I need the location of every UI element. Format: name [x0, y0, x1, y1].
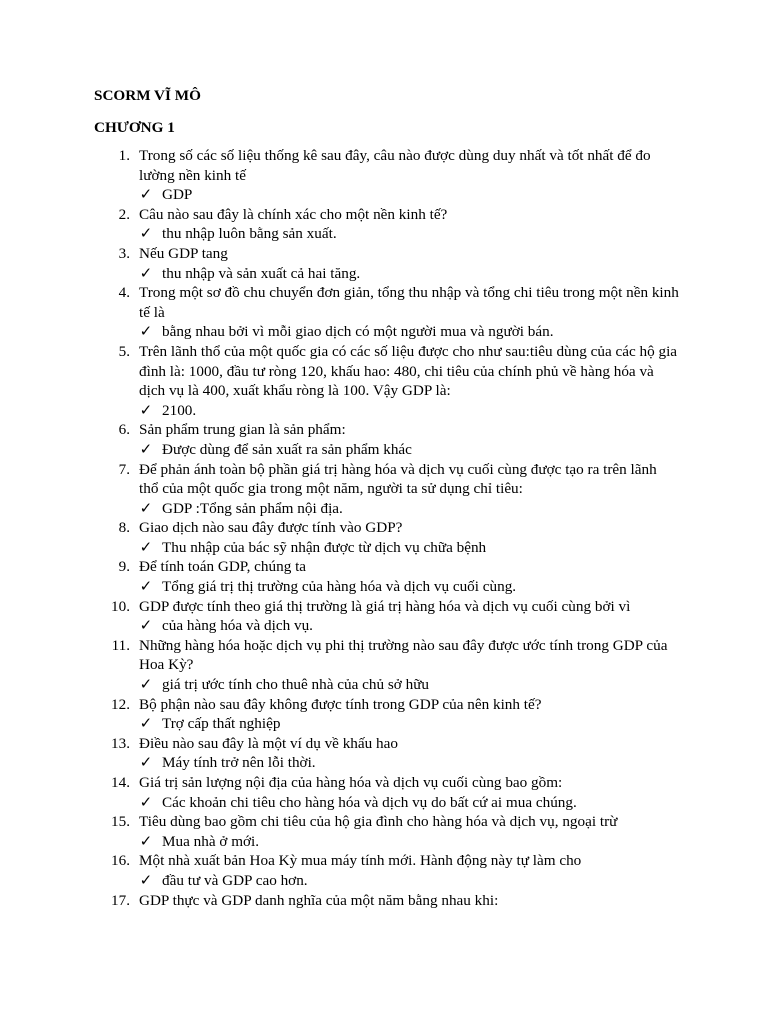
answer-text: 2100.: [162, 401, 197, 419]
checkmark-icon: ✓: [139, 871, 153, 889]
question-item: [0, 891, 768, 911]
document-title: SCORM VĨ MÔ: [94, 87, 201, 104]
answer-line: [0, 538, 768, 558]
question-line: [0, 812, 768, 832]
checkmark-icon: ✓: [139, 793, 153, 811]
checkmark-icon: ✓: [139, 617, 153, 635]
answer-line: [0, 322, 768, 342]
question-text: Nếu GDP tang: [139, 244, 228, 262]
answer-text: GDP: [162, 186, 193, 204]
question-number: 1.: [118, 147, 130, 164]
answer-line: [0, 577, 768, 597]
question-number: 8.: [118, 519, 130, 537]
question-text: Giao dịch nào sau đây được tính vào GDP?: [139, 519, 403, 537]
question-line: [0, 244, 768, 264]
question-line: [0, 851, 768, 871]
question-text: Tiêu dùng bao gồm chi tiêu của hộ gia đình cho hàng hóa và dịch vụ, ngoại trừ: [139, 813, 618, 831]
question-line: [0, 891, 768, 911]
answer-line: [0, 499, 768, 519]
checkmark-icon: ✓: [139, 832, 153, 850]
question-item: [0, 734, 768, 773]
question-item: [0, 460, 768, 519]
answer-line: [0, 616, 768, 636]
question-item: [0, 636, 768, 695]
checkmark-icon: ✓: [139, 440, 153, 458]
question-text: GDP được tính theo giá thị trường là giá trị hàng hóa và dịch vụ cuối cùng bởi vì: [139, 597, 631, 615]
question-text: Trong số các số liệu thống kê sau đây, câu nào được dùng duy nhất và tốt nhất để đo lường nền kinh tế: [139, 147, 651, 184]
answer-text: Trợ cấp thất nghiệp: [162, 715, 281, 733]
answer-line: [0, 440, 768, 460]
answer-text: Các khoản chi tiêu cho hàng hóa và dịch vụ do bất cứ ai mua chúng.: [162, 793, 577, 811]
answer-line: [0, 401, 768, 421]
checkmark-icon: ✓: [139, 715, 153, 733]
question-text: Một nhà xuất bản Hoa Kỳ mua máy tính mới. Hành động này tự làm cho: [139, 852, 582, 870]
answer-text: Thu nhập của bác sỹ nhận được từ dịch vụ chữa bệnh: [162, 538, 487, 556]
answer-line: [0, 185, 768, 205]
answer-line: [0, 871, 768, 891]
checkmark-icon: ✓: [139, 186, 153, 204]
question-number: 15.: [111, 813, 130, 831]
answer-text: GDP :Tổng sản phẩm nội địa.: [162, 499, 343, 517]
question-number: 4.: [118, 284, 130, 302]
question-line: [0, 146, 768, 185]
question-item: [0, 851, 768, 890]
question-number: 10.: [111, 597, 130, 615]
question-number: 7.: [118, 460, 130, 478]
checkmark-icon: ✓: [139, 323, 153, 341]
question-line: [0, 420, 768, 440]
question-text: Điều nào sau đây là một ví dụ về khấu hao: [139, 734, 398, 752]
checkmark-icon: ✓: [139, 225, 153, 243]
checkmark-icon: ✓: [139, 538, 153, 556]
checkmark-icon: ✓: [139, 754, 153, 772]
checkmark-icon: ✓: [139, 578, 153, 596]
answer-text: giá trị ước tính cho thuê nhà của chủ sở hữu: [162, 676, 430, 694]
question-item: [0, 812, 768, 851]
question-item: [0, 773, 768, 812]
question-text: Câu nào sau đây là chính xác cho một nền kinh tế?: [139, 205, 448, 223]
answer-line: [0, 224, 768, 244]
answer-line: [0, 264, 768, 284]
question-number: 3.: [118, 244, 130, 262]
question-line: [0, 342, 768, 401]
question-line: [0, 557, 768, 577]
question-item: [0, 283, 768, 342]
question-number: 6.: [118, 421, 130, 439]
question-text: Những hàng hóa hoặc dịch vụ phi thị trường nào sau đây được ước tính trong GDP của Hoa Kỳ?: [139, 636, 668, 674]
question-text: Để tính toán GDP, chúng ta: [139, 558, 307, 576]
checkmark-icon: ✓: [139, 401, 153, 419]
question-line: [0, 695, 768, 715]
question-line: [0, 734, 768, 754]
question-line: [0, 460, 768, 499]
checkmark-icon: ✓: [139, 499, 153, 517]
answer-line: [0, 753, 768, 773]
answer-text: thu nhập luôn bằng sản xuất.: [162, 225, 337, 243]
question-text: Để phản ánh toàn bộ phần giá trị hàng hóa và dịch vụ cuối cùng được tạo ra trên lãnh thổ của một quốc gia trong một năm, người ta sử dụng chỉ tiêu:: [139, 460, 657, 498]
question-list: [0, 146, 768, 910]
question-number: 13.: [111, 734, 130, 752]
answer-line: [0, 832, 768, 852]
answer-line: [0, 793, 768, 813]
question-text: Bộ phận nào sau đây không được tính trong GDP của nên kinh tế?: [139, 695, 542, 713]
answer-line: [0, 675, 768, 695]
question-number: 11.: [111, 636, 130, 654]
question-number: 17.: [111, 891, 130, 909]
answer-text: thu nhập và sản xuất cả hai tăng.: [162, 264, 361, 282]
question-line: [0, 205, 768, 225]
question-item: [0, 244, 768, 283]
question-number: 14.: [111, 774, 130, 791]
question-text: Trong một sơ đồ chu chuyển đơn giản, tổng thu nhập và tổng chi tiêu trong một nền kinh tế là: [139, 284, 679, 321]
question-number: 2.: [118, 205, 130, 223]
question-item: [0, 205, 768, 244]
question-number: 12.: [111, 695, 130, 713]
answer-text: của hàng hóa và dịch vụ.: [162, 617, 313, 635]
checkmark-icon: ✓: [139, 264, 153, 282]
chapter-heading: CHƯƠNG 1: [94, 119, 175, 136]
question-number: 9.: [118, 558, 130, 576]
question-item: [0, 342, 768, 420]
answer-text: bằng nhau bởi vì mỗi giao dịch có một người mua và người bán.: [162, 323, 554, 341]
question-item: [0, 146, 768, 205]
answer-text: Mua nhà ở mới.: [162, 832, 260, 850]
question-item: [0, 695, 768, 734]
question-line: [0, 773, 768, 793]
question-number: 16.: [111, 852, 130, 870]
question-item: [0, 518, 768, 557]
question-number: 5.: [118, 342, 130, 360]
question-line: [0, 283, 768, 322]
answer-text: đầu tư và GDP cao hơn.: [162, 871, 308, 889]
answer-text: Máy tính trở nên lỗi thời.: [162, 754, 316, 772]
answer-text: Được dùng để sản xuất ra sản phẩm khác: [162, 440, 412, 458]
question-line: [0, 597, 768, 617]
question-item: [0, 557, 768, 596]
answer-text: Tổng giá trị thị trường của hàng hóa và dịch vụ cuối cùng.: [162, 578, 517, 596]
checkmark-icon: ✓: [139, 676, 153, 694]
question-text: Trên lãnh thổ của một quốc gia có các số liệu được cho như sau:tiêu dùng của các hộ gia đình là: 1000, đầu tư ròng 120, khấu hao: 480, chi tiêu của chính phủ về hàng hóa và dịch vụ là 400, xuất khẩu ròng là 100. Vậy GDP là:: [139, 342, 678, 400]
question-line: [0, 636, 768, 675]
question-item: [0, 420, 768, 459]
question-text: Sản phẩm trung gian là sản phẩm:: [139, 421, 346, 439]
answer-line: [0, 714, 768, 734]
question-item: [0, 597, 768, 636]
question-text: Giá trị sản lượng nội địa của hàng hóa và dịch vụ cuối cùng bao gồm:: [139, 774, 563, 791]
question-line: [0, 518, 768, 538]
question-text: GDP thực và GDP danh nghĩa của một năm bằng nhau khi:: [139, 891, 499, 909]
